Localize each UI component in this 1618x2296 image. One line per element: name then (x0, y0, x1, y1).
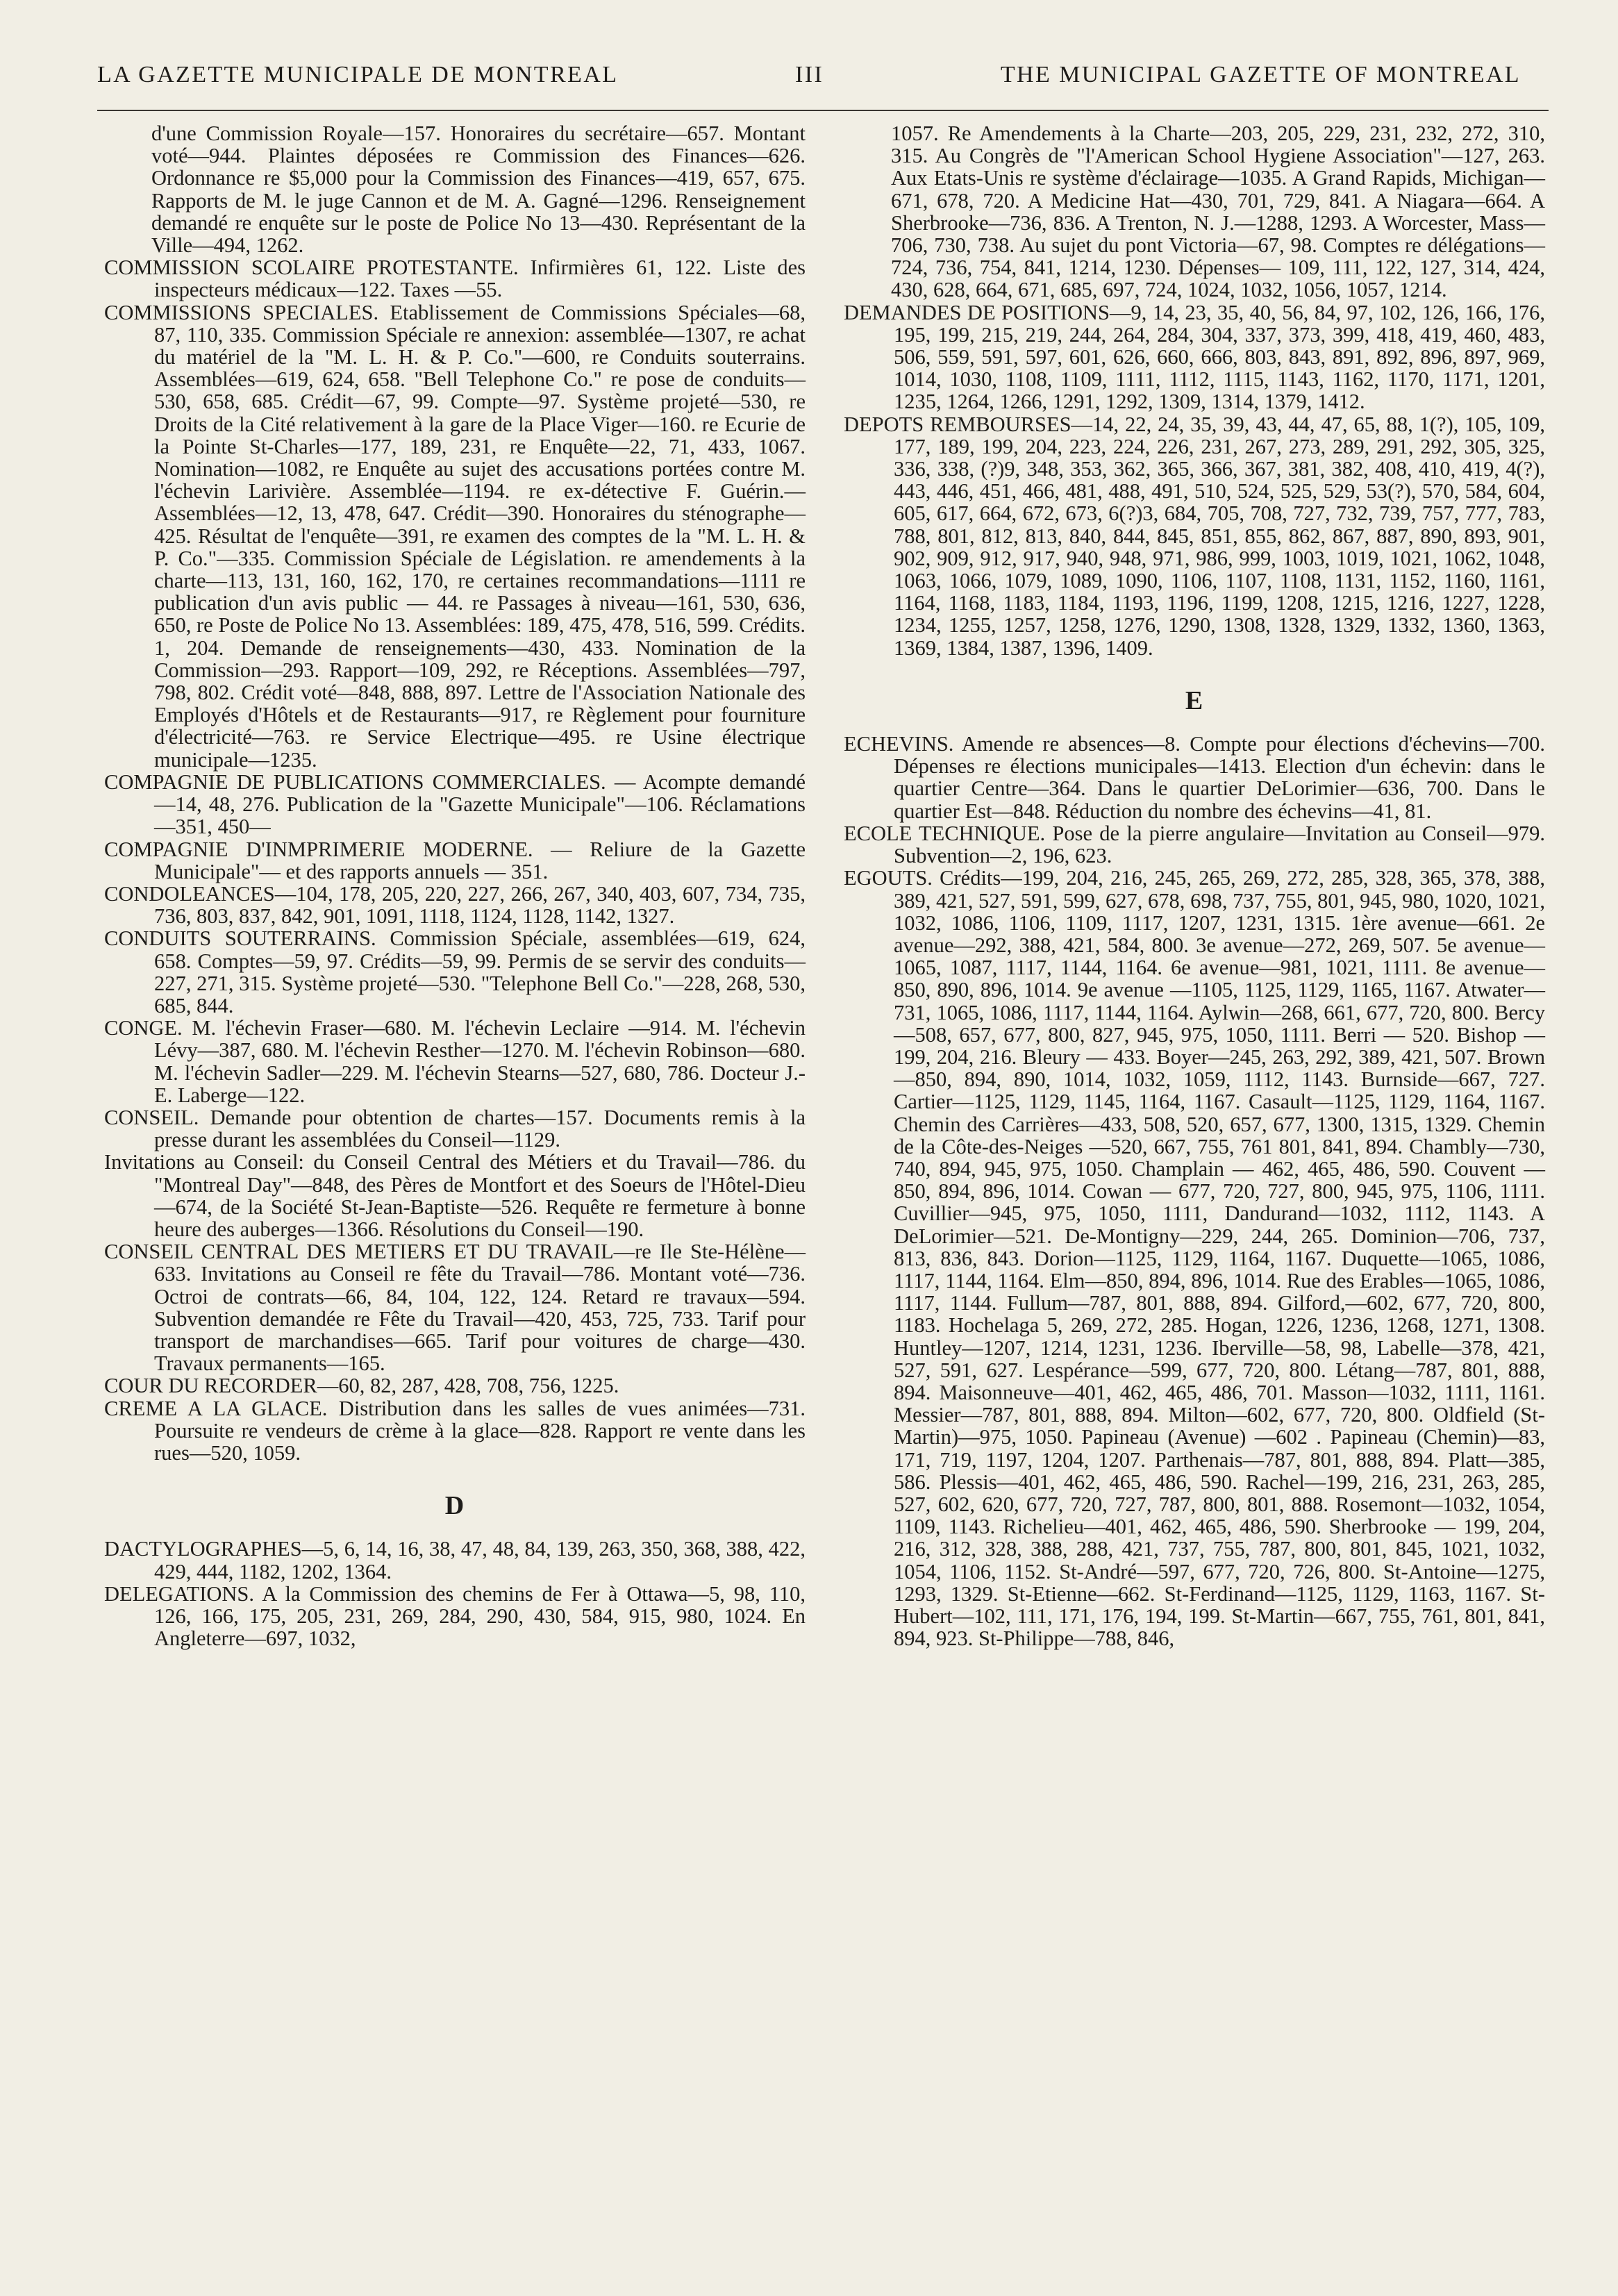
index-entry: COUR DU RECORDER—60, 82, 287, 428, 708, 756, 1225. (104, 1374, 619, 1398)
index-entry: ECHEVINS. Amende re absences—8. Compte pour élections d'échevins—700. Dépenses re élections municipales—1413. Election d'un échevin: dans le quartier Centre—364. Dans le quartier DeLorimier—636, 700. Dans le quartier Est—848. Réduction du nombre des échevins—41, 81. (844, 732, 1545, 823)
right-column (844, 122, 1545, 1649)
index-entry: COMMISSION SCOLAIRE PROTESTANTE. Infirmières 61, 122. Liste des inspecteurs médicaux—122. Taxes —55. (104, 256, 806, 302)
index-entry: CONDUITS SOUTERRAINS. Commission Spéciale, assemblées—619, 624, 658. Comptes—59, 97. Crédits—59, 99. Permis de se servir des conduits—227, 271, 315. Système projeté—530. "Telephone Bell Co."—228, 268, 530, 685, 844. (104, 926, 806, 1017)
index-entry-continuation: 1057. Re Amendements à la Charte—203, 205, 229, 231, 232, 272, 310, 315. Au Congrès de "l'American School Hygiene Association"—127, 263. Aux Etats-Unis re système d'éclairage—1035. A Grand Rapids, Michigan—671, 678, 720. A Medicine Hat—430, 701, 729, 841. A Niagara—664. A Sherbrooke—736, 836. A Trenton, N. J.—1288, 1293. A Worcester, Mass—706, 730, 738. Au sujet du pont Victoria—67, 98. Comptes re délégations—724, 736, 754, 841, 1214, 1230. Dépenses— 109, 111, 122, 127, 314, 424, 430, 628, 664, 671, 685, 697, 724, 1024, 1032, 1056, 1057, 1214. (891, 122, 1545, 302)
header-right-title: THE MUNICIPAL GAZETTE OF MONTREAL (1000, 62, 1521, 88)
index-entry: DEPOTS REMBOURSES—14, 22, 24, 35, 39, 43, 44, 47, 65, 88, 1(?), 105, 109, 177, 189, 199, 204, 223, 224, 226, 231, 267, 273, 289, 291, 292, 305, 325, 336, 338, (?)9, 348, 353, 362, 365, 366, 367, 381, 382, 408, 410, 419, 4(?), 443, 446, 451, 466, 481, 488, 491, 510, 524, 525, 529, 53(?), 570, 584, 604, 605, 617, 664, 672, 673, 6(?)3, 684, 705, 708, 727, 732, 739, 757, 777, 783, 788, 801, 812, 813, 840, 844, 845, 851, 855, 862, 867, 887, 890, 893, 901, 902, 909, 912, 917, 940, 948, 971, 986, 999, 1003, 1019, 1021, 1062, 1048, 1063, 1066, 1079, 1089, 1090, 1106, 1107, 1108, 1131, 1152, 1160, 1161, 1164, 1168, 1183, 1184, 1193, 1196, 1199, 1208, 1215, 1216, 1227, 1228, 1234, 1255, 1257, 1258, 1276, 1290, 1308, 1328, 1329, 1332, 1360, 1363, 1369, 1384, 1387, 1396, 1409. (844, 412, 1545, 660)
page-number: III (795, 62, 824, 88)
header-rule (97, 110, 1549, 111)
index-entry: DEMANDES DE POSITIONS—9, 14, 23, 35, 40, 56, 84, 97, 102, 126, 166, 176, 195, 199, 215, 219, 244, 264, 284, 304, 337, 373, 399, 418, 419, 460, 483, 506, 559, 591, 597, 601, 626, 660, 666, 803, 843, 891, 892, 896, 897, 969, 1014, 1030, 1108, 1109, 1111, 1112, 1115, 1143, 1162, 1170, 1171, 1201, 1235, 1264, 1266, 1291, 1292, 1309, 1314, 1379, 1412. (844, 300, 1545, 414)
index-entry: ECOLE TECHNIQUE. Pose de la pierre angulaire—Invitation au Conseil—979. Subvention—2, 196, 623. (844, 821, 1545, 868)
index-entry: Invitations au Conseil: du Conseil Central des Métiers et du Travail—786. du "Montreal Day"—848, des Pères de Montfort et des Soeurs de l'Hôtel-Dieu—674, de la Société St-Jean-Baptiste—526. Requête re fermeture à bonne heure des auberges—1366. Résolutions du Conseil—190. (104, 1150, 806, 1241)
index-entry: CREME A LA GLACE. Distribution dans les salles de vues animées—731. Poursuite re vendeurs de crème à la glace—828. Rapport re vente dans les rues—520, 1059. (104, 1396, 806, 1465)
index-entry: CONDOLEANCES—104, 178, 205, 220, 227, 266, 267, 340, 403, 607, 734, 735, 736, 803, 837, 842, 901, 1091, 1118, 1124, 1128, 1142, 1327. (104, 881, 806, 929)
header-left-title: LA GAZETTE MUNICIPALE DE MONTREAL (97, 62, 619, 88)
index-entry: COMPAGNIE DE PUBLICATIONS COMMERCIALES. — Acompte demandé—14, 48, 276. Publication de la "Gazette Municipale"—106. Réclamations—351, 450— (104, 770, 806, 839)
index-entry: COMPAGNIE D'INMPRIMERIE MODERNE. — Reliure de la Gazette Municipale"— et des rapports annuels — 351. (104, 837, 806, 883)
index-entry: DELEGATIONS. A la Commission des chemins de Fer à Ottawa—5, 98, 110, 126, 166, 175, 205, 231, 269, 284, 290, 430, 584, 915, 980, 1024. En Angleterre—697, 1032, (104, 1581, 806, 1651)
index-entry: CONGE. M. l'échevin Fraser—680. M. l'échevin Leclaire —914. M. l'échevin Lévy—387, 680. M. l'échevin Resther—1270. M. l'échevin Robinson—680. M. l'échevin Sadler—229. M. l'échevin Stearns—527, 680, 786. Docteur J.-E. Laberge—122. (104, 1016, 806, 1107)
index-entry: CONSEIL. Demande pour obtention de chartes—157. Documents remis à la presse durant les assemblées du Conseil—1129. (104, 1105, 806, 1152)
section-letter-heading: D (444, 1491, 465, 1521)
index-entry: COMMISSIONS SPECIALES. Etablissement de Commissions Spéciales—68, 87, 110, 335. Commission Spéciale re annexion: assemblée—1307, re achat du matériel de la "M. L. H. & P. Co."—600, re Conduits souterrains. Assemblées—619, 624, 658. "Bell Telephone Co." re pose de conduits—530, 658, 685. Crédit—67, 99. Compte—97. Système projeté—530, re Droits de la Cité relativement à la gare de la Place Viger—160. re Ecurie de la Pointe St-Charles—177, 189, 231, re Enquête—22, 71, 433, 1067. Nomination—1082, re Enquête au sujet des accusations portées contre M. l'échevin Larivière. Assemblée—1194. re ex-détective F. Guérin.—Assemblées—12, 13, 478, 647. Crédit—390. Honoraires du sténographe—425. Résultat de l'enquête—391, re examen des comptes de la "M. L. H. & P. Co."—335. Commission Spéciale de Législation. re amendements à la charte—113, 131, 160, 162, 170, re certaines recommandations—1111 re publication d'un avis public — 44. re Passages à niveau—161, 530, 636, 650, re Poste de Police No 13. Assemblées: 189, 475, 478, 516, 599. Crédits. 1, 204. Demande de renseignements—430, 433. Nomination de la Commission—293. Rapport—109, 292, re Réceptions. Assemblées—797, 798, 802. Crédit voté—848, 888, 897. Lettre de l'Association Nationale des Employés d'Hôtels et de Restaurants—917, re Règlement pour fourniture d'électricité—763. re Service Electrique—495. re Usine électrique municipale—1235. (104, 300, 806, 772)
page-header (97, 54, 1521, 96)
left-column (104, 122, 806, 1649)
index-entry: EGOUTS. Crédits—199, 204, 216, 245, 265, 269, 272, 285, 328, 365, 378, 388, 389, 421, 527, 591, 599, 627, 678, 698, 737, 755, 801, 945, 980, 1020, 1021, 1032, 1086, 1106, 1109, 1117, 1207, 1231, 1315. 1ère avenue—661. 2e avenue—292, 388, 421, 584, 800. 3e avenue—272, 269, 507. 5e avenue—1065, 1087, 1117, 1144, 1164. 6e avenue—981, 1021, 1111. 8e avenue—850, 890, 896, 1014. 9e avenue —1105, 1125, 1129, 1165, 1167. Atwater—731, 1065, 1086, 1117, 1144, 1164. Aylwin—268, 661, 677, 720, 800. Bercy—508, 657, 677, 800, 827, 945, 975, 1050, 1111. Berri — 520. Bishop — 199, 204, 216. Bleury — 433. Boyer—245, 263, 292, 389, 421, 507. Brown—850, 894, 890, 1014, 1032, 1059, 1112, 1143. Burnside—667, 727. Cartier—1125, 1129, 1145, 1164, 1167. Casault—1125, 1129, 1164, 1167. Chemin des Carrières—433, 508, 520, 657, 677, 1300, 1315, 1329. Chemin de la Côte-des-Neiges —520, 667, 755, 761 801, 841, 894. Chambly—730, 740, 894, 945, 975, 1050. Champlain — 462, 465, 486, 590. Couvent — 850, 894, 896, 1014. Cowan — 677, 720, 727, 800, 945, 975, 1106, 1111. Cuvillier—945, 975, 1050, 1111, Dandurand—1032, 1112, 1143. A DeLorimier—521. De-Montigny—229, 244, 265. Dominion—706, 737, 813, 836, 843. Dorion—1125, 1129, 1164, 1167. Duquette—1065, 1086, 1117, 1144, 1164. Elm—850, 894, 896, 1014. Rue des Erables—1065, 1086, 1117, 1144. Fullum—787, 801, 888, 894. Gilford,—602, 677, 720, 800, 1183. Hochelaga 5, 269, 272, 285. Hogan, 1226, 1236, 1268, 1271, 1308. Huntley—1207, 1214, 1231, 1236. Iberville—58, 98, Labelle—378, 421, 527, 591, 627. Lespérance—599, 677, 720, 800. Létang—787, 801, 888, 894. Maisonneuve—401, 462, 465, 486, 701. Masson—1032, 1111, 1161. Messier—787, 801, 888, 894. Milton—602, 677, 720, 800. Oldfield (St-Martin)—975, 1050. Papineau (Avenue) —602 . Papineau (Chemin)—83, 171, 719, 1197, 1204, 1207. Parthenais—787, 801, 888, 894. Platt—385, 586. Plessis—401, 462, 465, 486, 590. Rachel—199, 216, 231, 263, 285, 527, 602, 620, 677, 720, 727, 787, 800, 801, 888. Rosemont—1032, 1054, 1109, 1143. Richelieu—401, 462, 465, 486, 590. Sherbrooke — 199, 204, 216, 312, 328, 388, 288, 421, 737, 755, 787, 800, 801, 845, 1021, 1032, 1054, 1106, 1152. St-André—597, 677, 720, 726, 800. St-Antoine—1275, 1293, 1329. St-Etienne—662. St-Ferdinand—1125, 1129, 1163, 1167. St-Hubert—102, 111, 171, 176, 194, 199. St-Martin—667, 755, 761, 801, 841, 894, 923. St-Philippe—788, 846, (844, 866, 1545, 1651)
index-entry: DACTYLOGRAPHES—5, 6, 14, 16, 38, 47, 48, 84, 139, 263, 350, 368, 388, 422, 429, 444, 1182, 1202, 1364. (104, 1537, 806, 1583)
index-entry-continuation: d'une Commission Royale—157. Honoraires du secrétaire—657. Montant voté—944. Plaintes déposées re Commission des Finances—626. Ordonnance re $5,000 pour la Commission des Finances—419, 657, 675. Rapports de M. le juge Cannon et de M. A. Gagné—1296. Renseignement demandé re enquête sur le poste de Police No 13—430. Représentant de la Ville—494, 1262. (151, 122, 806, 258)
section-letter-heading: E (1185, 685, 1204, 715)
index-entry: CONSEIL CENTRAL DES METIERS ET DU TRAVAIL—re Ile Ste-Hélène—633. Invitations au Conseil re fête du Travail—786. Montant voté—736. Octroi de contrats—66, 84, 104, 122, 124. Retard re travaux—594. Subvention demandée re Fête du Travail—420, 453, 725, 733. Tarif pour transport de marchandises—665. Tarif pour voitures de charge—430. Travaux permanents—165. (104, 1240, 806, 1376)
